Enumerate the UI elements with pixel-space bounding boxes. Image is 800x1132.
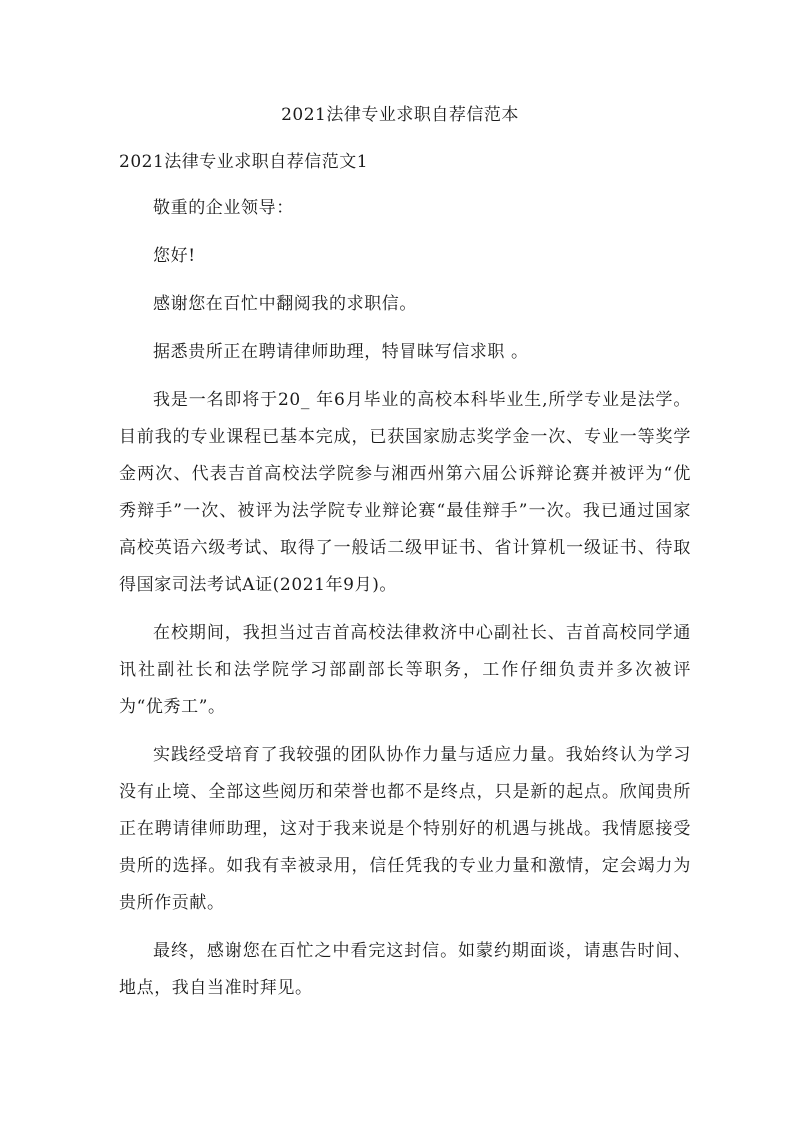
salutation: 敬重的企业领导： (153, 198, 294, 218)
paragraph: 在校期间，我担当过吉首高校法律救济中心副社长、吉首高校同学通讯社副社长和法学院学习部副部长等职务，工作仔细负责并多次被评为“优秀工”。 (119, 623, 691, 717)
closing-paragraph: 最终，感谢您在百忙之中看完这封信。如蒙约期面谈，请惠告时间、地点，我自当准时拜见。 (119, 941, 691, 998)
letter-body (119, 190, 691, 1018)
document-subtitle: 2021法律专业求职自荐信范文1 (119, 152, 369, 172)
document-title: 2021法律专业求职自荐信范本 (281, 105, 519, 125)
greeting: 您好! (153, 246, 196, 266)
paragraph: 据悉贵所正在聘请律师助理，特冒昧写信求职 。 (153, 342, 529, 362)
paragraph: 我是一名即将于20_ 年6月毕业的高校本科毕业生,所学专业是法学。目前我的专业课程已基本完成，已获国家励志奖学金一次、专业一等奖学金两次、代表吉首高校法学院参与湘西州第六届公诉辩论赛并被评为“优秀辩手”一次、被评为法学院专业辩论赛“最佳辩手”一次。我已通过国家高校英语六级考试、取得了一般话二级甲证书、省计算机一级证书、待取得国家司法考试A证(2021年9月)。 (119, 390, 691, 595)
paragraph: 实践经受培育了我较强的团队协作力量与适应力量。我始终认为学习没有止境、全部这些阅历和荣誉也都不是终点，只是新的起点。欣闻贵所正在聘请律师助理，这对于我来说是个特别好的机遇与挑战。我情愿接受贵所的选择。如我有幸被录用，信任凭我的专业力量和激情，定会竭力为贵所作贡献。 (119, 745, 691, 913)
paragraph: 感谢您在百忙中翻阅我的求职信。 (153, 294, 417, 314)
